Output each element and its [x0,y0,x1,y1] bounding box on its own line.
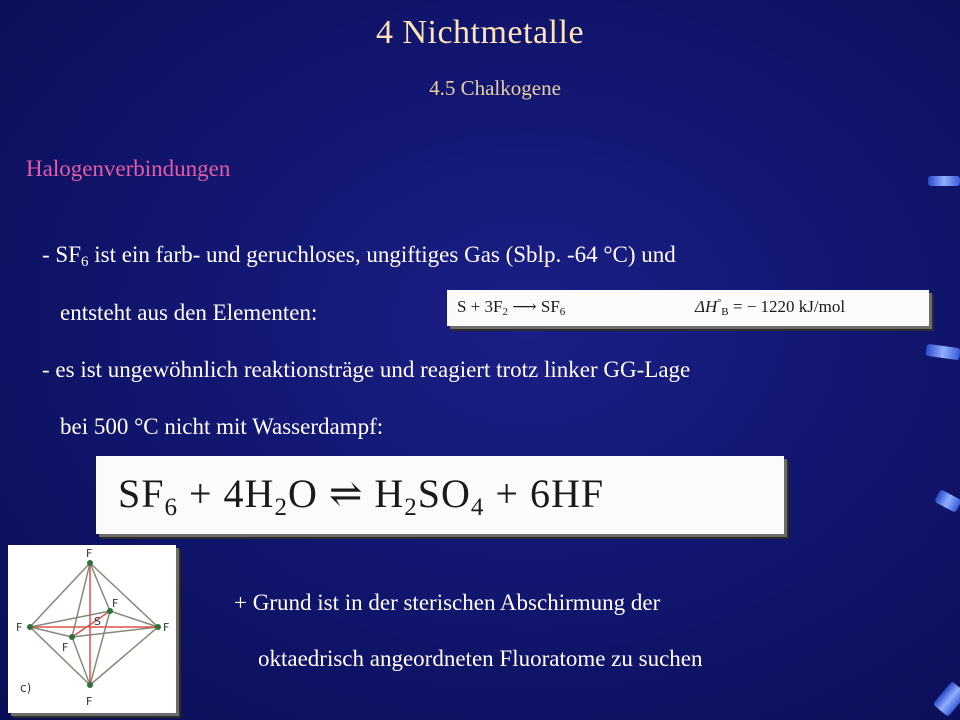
eq1-rhs: SF [540,297,560,316]
eq1-rhs-sub: 6 [559,306,566,318]
decor-streak [934,489,960,513]
eq2-part-4: SO [417,471,471,516]
enthalpy-symbol: ΔH [695,297,718,316]
decor-streak [933,681,960,717]
atom-label-front: F [62,641,69,654]
atom-label-left: F [16,621,23,634]
hydrolysis-equation [118,470,604,522]
bullet-1-line-2: entsteht aus den Elementen: [60,300,318,325]
fluorine-atom-bottom [87,682,93,688]
bullet-1-text-b: ist ein farb- und geruchloses, ungiftiges Gas (Sblp. -64 °C) und [88,242,676,267]
enthalpy-value [695,297,845,318]
bullet-1-line-1 [42,242,676,271]
enthalpy-number: = − 1220 kJ/mol [728,297,846,316]
slide-title: 4 Nichtmetalle [375,14,585,51]
formation-equation [457,297,565,318]
eq2-sub-1: 6 [164,494,178,521]
bullet-2-line-1: - es ist ungewöhnlich reaktionsträge und reagiert trotz linker GG-Lage [42,357,691,382]
atom-label-top: F [86,547,93,560]
bullet-3-line-2: oktaedrisch angeordneten Fluoratome zu suchen [258,646,703,671]
sf6-octahedron-diagram [8,545,176,713]
bullet-1-text-a: - SF [42,242,81,267]
bullet-2-line-2: bei 500 °C nicht mit Wasserdampf: [60,414,384,439]
bullet-3-line-1: + Grund ist in der sterischen Abschirmung der [234,590,661,615]
eq1-lhs: S + 3F [457,297,503,316]
fluorine-atom-front [69,634,75,640]
eq2-part-5: + 6HF [484,471,605,516]
eq1-lhs-sub: 2 [502,306,508,318]
enthalpy-sub: B [721,306,729,318]
enthalpy-sup: ° [717,298,722,309]
eq2-sub-4: 4 [470,494,485,521]
atom-label-right: F [163,621,170,634]
eq2-part-1: SF [118,471,165,516]
atom-label-center: S [94,615,101,628]
bullet-1-subscript: 6 [81,254,89,270]
eq2-sub-3: 2 [404,494,418,521]
fluorine-atom-left [27,624,33,630]
eq2-sub-2: 2 [274,494,288,521]
fluorine-atom-top [87,560,93,566]
section-heading: Halogenverbindungen [26,156,231,181]
atom-label-bottom: F [86,695,93,708]
figure-panel-label: c) [20,681,32,695]
slide-subtitle: 4.5 Chalkogene [429,76,561,100]
formation-equation-box [447,290,929,326]
hydrolysis-equation-box [96,456,784,534]
decor-streak [925,344,960,361]
octahedral-structure-figure [8,545,176,713]
atom-label-back: F [112,597,119,610]
eq2-part-2: + 4H [178,471,275,516]
fluorine-atom-right [155,624,161,630]
eq2-part-3: O ⇌ H [287,471,405,516]
eq1-arrow: ⟶ [508,297,541,316]
decor-streak [928,176,960,186]
